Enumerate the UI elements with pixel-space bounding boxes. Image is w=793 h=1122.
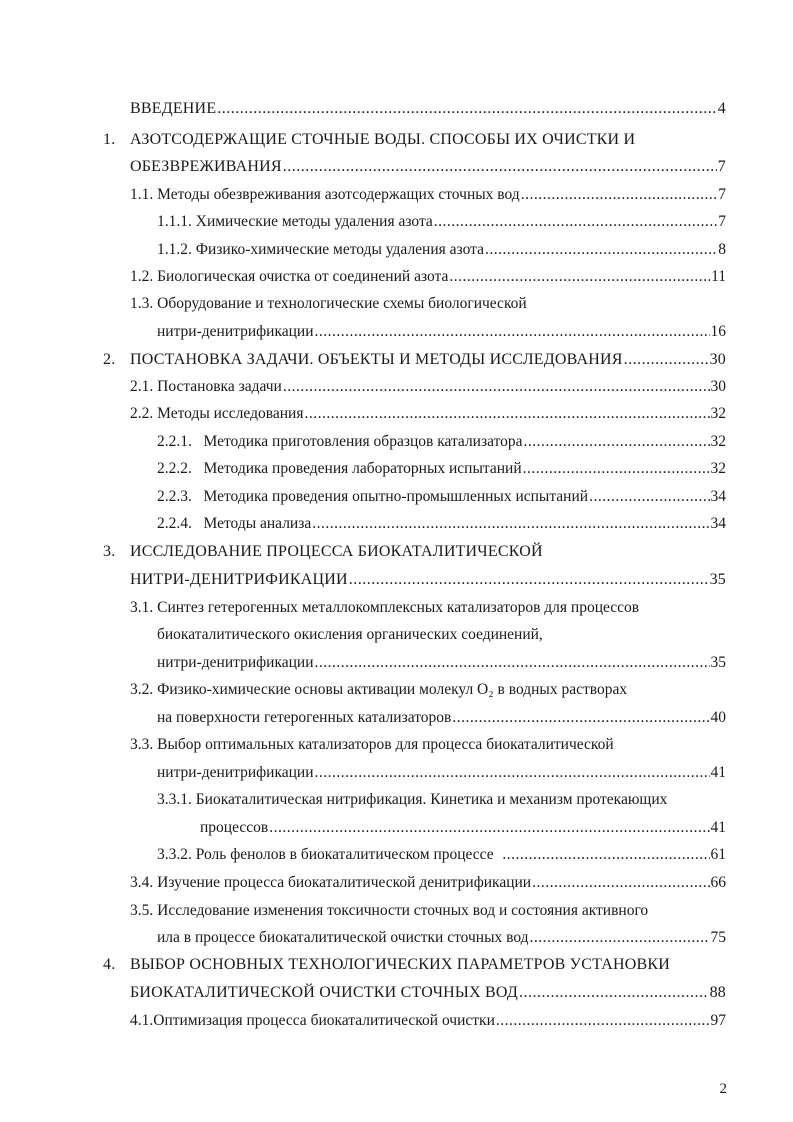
- toc-entry-page: 16: [710, 323, 726, 340]
- toc-entry-page: 7: [718, 186, 726, 203]
- toc-entry-3-5-line2[interactable]: [157, 928, 726, 948]
- toc-entry-title: нитри-денитрификации: [157, 654, 314, 671]
- dot-leader: [283, 157, 717, 177]
- dot-leader: [521, 185, 718, 205]
- dot-leader: [452, 708, 709, 728]
- toc-entry-title: 3.1. Синтез гетерогенных металлокомплексных катализаторов для процессов: [130, 599, 640, 616]
- toc-entry-2-2[interactable]: [130, 404, 726, 424]
- toc-entry-3-4[interactable]: [130, 873, 726, 893]
- toc-entry-title: 2.2.2. Методика проведения лабораторных испытаний: [157, 460, 522, 477]
- dot-leader: [315, 653, 710, 673]
- dot-leader: [624, 350, 709, 370]
- toc-entry-1-1-1[interactable]: [157, 212, 726, 232]
- toc-entry-page: 40: [710, 709, 726, 726]
- toc-entry-title: 2.1. Постановка задачи: [130, 378, 282, 395]
- dot-leader: [434, 212, 717, 232]
- dot-leader: [519, 983, 709, 1003]
- chapter-number: 1.: [103, 131, 116, 148]
- toc-entry-2-1[interactable]: [130, 377, 726, 397]
- dot-leader: [523, 459, 710, 479]
- toc-entry-title: 1.1. Методы обезвреживания азотсодержащих сточных вод: [130, 186, 520, 203]
- toc-entry-page: 11: [711, 268, 726, 285]
- toc-entry-title: ВЫБОР ОСНОВНЫХ ТЕХНОЛОГИЧЕСКИХ ПАРАМЕТРОВ УСТАНОВКИ: [130, 956, 671, 973]
- toc-entry-intro[interactable]: [130, 99, 726, 119]
- toc-entry-title: 4.1.Оптимизация процесса биокаталитической очистки: [130, 1012, 495, 1029]
- toc-entry-title: 3.3.1. Биокаталитическая нитрификация. Кинетика и механизм протекающих: [157, 791, 668, 808]
- toc-entry-2-2-3[interactable]: [157, 487, 726, 507]
- toc-entry-page: 35: [709, 571, 726, 588]
- toc-entry-title: 3.5. Исследование изменения токсичности сточных вод и состояния активного: [130, 902, 649, 919]
- toc-chapter-4-line1[interactable]: [103, 955, 726, 975]
- dot-leader: [449, 267, 710, 287]
- dot-leader: [349, 570, 709, 590]
- toc-entry-title: ИССЛЕДОВАНИЕ ПРОЦЕССА БИОКАТАЛИТИЧЕСКОЙ: [130, 543, 543, 560]
- toc-entry-page: 41: [710, 819, 726, 836]
- toc-entry-2-2-4[interactable]: [157, 514, 726, 534]
- toc-entry-page: 66: [710, 874, 726, 891]
- toc-entry-page: 41: [710, 764, 726, 781]
- toc-chapter-1-line2[interactable]: [130, 157, 726, 177]
- toc-entry-title: биокаталитического окисления органических соединений,: [157, 626, 543, 643]
- toc-entry-1-2[interactable]: [130, 267, 726, 287]
- toc-entry-title: 3.2. Физико-химические основы активации молекул O₂ в водных растворах: [130, 681, 628, 698]
- toc-entry-page: 30: [710, 378, 726, 395]
- toc-entry-3-3-line1[interactable]: [130, 735, 726, 755]
- toc-entry-title: БИОКАТАЛИТИЧЕСКОЙ ОЧИСТКИ СТОЧНЫХ ВОД: [130, 984, 518, 1001]
- toc-entry-title: ПОСТАНОВКА ЗАДАЧИ. ОБЪЕКТЫ И МЕТОДЫ ИССЛЕДОВАНИЯ: [130, 351, 623, 368]
- toc-entry-3-3-1-line2[interactable]: [200, 818, 726, 838]
- dot-leader: [530, 928, 710, 948]
- toc-entry-3-2-line2[interactable]: [157, 708, 726, 728]
- toc-entry-page: 8: [718, 241, 726, 258]
- toc-entry-page: 97: [710, 1012, 726, 1029]
- toc-entry-title: 1.1.1. Химические методы удаления азота: [157, 213, 433, 230]
- toc-entry-title: 2.2.3. Методика проведения опытно-промышленных испытаний: [157, 488, 589, 505]
- toc-entry-title: АЗОТСОДЕРЖАЩИЕ СТОЧНЫЕ ВОДЫ. СПОСОБЫ ИХ ОЧИСТКИ И: [130, 131, 636, 148]
- toc-entry-3-3-1-line1[interactable]: [157, 790, 726, 810]
- toc-entry-title: ОБЕЗВРЕЖИВАНИЯ: [130, 158, 282, 175]
- toc-entry-3-3-2[interactable]: [157, 845, 726, 865]
- toc-entry-1-3-line2[interactable]: [157, 322, 726, 342]
- toc-entry-3-2-line1[interactable]: [130, 680, 726, 700]
- dot-leader: [485, 240, 717, 260]
- toc-entry-title: 3.3. Выбор оптимальных катализаторов для процесса биокаталитической: [130, 736, 614, 753]
- toc-entry-page: 32: [710, 405, 726, 422]
- toc-entry-4-1[interactable]: [130, 1011, 726, 1031]
- toc-entry-title: 1.1.2. Физико-химические методы удаления азота: [157, 241, 484, 258]
- dot-leader: [315, 322, 710, 342]
- toc-entry-2-2-2[interactable]: [157, 459, 726, 479]
- toc-chapter-3-line1[interactable]: [103, 542, 726, 562]
- toc-entry-page: 7: [717, 158, 726, 175]
- chapter-number: 2.: [103, 351, 116, 368]
- dot-leader: [589, 487, 709, 507]
- toc-entry-1-1-2[interactable]: [157, 240, 726, 260]
- dot-leader: [217, 99, 717, 119]
- dot-leader: [532, 873, 709, 893]
- toc-entry-2-2-1[interactable]: [157, 432, 726, 452]
- toc-chapter-4-line2[interactable]: [130, 983, 726, 1003]
- chapter-number: 3.: [103, 543, 116, 560]
- toc-entry-title: 2.2. Методы исследования: [130, 405, 304, 422]
- dot-leader: [502, 845, 709, 865]
- toc-entry-title: НИТРИ-ДЕНИТРИФИКАЦИИ: [130, 571, 348, 588]
- dot-leader: [315, 763, 710, 783]
- toc-entry-3-3-line2[interactable]: [157, 763, 726, 783]
- toc-entry-page: 61: [710, 846, 726, 863]
- toc-entry-page: 30: [709, 351, 726, 368]
- page-number: 2: [719, 1081, 727, 1097]
- toc-entry-title: на поверхности гетерогенных катализаторов: [157, 709, 452, 726]
- toc-entry-3-1-line3[interactable]: [157, 653, 726, 673]
- toc-entry-page: 32: [710, 433, 726, 450]
- toc-entry-3-1-line1[interactable]: [130, 598, 726, 618]
- dot-leader: [524, 432, 710, 452]
- toc-entry-page: 88: [709, 984, 726, 1001]
- dot-leader: [304, 404, 709, 424]
- toc-entry-page: 34: [710, 515, 726, 532]
- toc-entry-page: 7: [718, 213, 726, 230]
- toc-chapter-2[interactable]: [103, 350, 726, 370]
- toc-entry-title: ВВЕДЕНИЕ: [130, 100, 217, 117]
- toc-entry-title: 1.2. Биологическая очистка от соединений азота: [130, 268, 449, 285]
- toc-entry-page: 4: [717, 100, 726, 117]
- dot-leader: [312, 514, 709, 534]
- toc-entry-page: 35: [710, 654, 726, 671]
- toc-entry-page: 75: [710, 929, 726, 946]
- toc-entry-3-1-line2[interactable]: [157, 625, 726, 645]
- toc-entry-1-3-line1[interactable]: [130, 294, 726, 314]
- toc-entry-title: 3.4. Изучение процесса биокаталитической денитрификации: [130, 874, 532, 891]
- toc-chapter-3-line2[interactable]: [130, 570, 726, 590]
- toc-entry-title: 3.3.2. Роль фенолов в биокаталитическом процессе: [157, 846, 502, 863]
- toc-entry-page: 32: [710, 460, 726, 477]
- toc-entry-title: 2.2.1. Методика приготовления образцов катализатора: [157, 433, 523, 450]
- dot-leader: [269, 818, 709, 838]
- toc-entry-title: 1.3. Оборудование и технологические схемы биологической: [130, 295, 527, 312]
- toc-entry-title: ила в процессе биокаталитической очистки сточных вод: [157, 929, 529, 946]
- toc-entry-3-5-line1[interactable]: [130, 901, 726, 921]
- toc-entry-1-1[interactable]: [130, 185, 726, 205]
- toc-entry-title: нитри-денитрификации: [157, 323, 314, 340]
- toc-entry-title: нитри-денитрификации: [157, 764, 314, 781]
- toc-entry-page: 34: [710, 488, 726, 505]
- dot-leader: [496, 1011, 710, 1031]
- toc-entry-title: 2.2.4. Методы анализа: [157, 515, 312, 532]
- chapter-number: 4.: [103, 956, 116, 973]
- toc-chapter-1-line1[interactable]: [103, 130, 726, 150]
- toc-entry-title: процессов: [200, 819, 269, 836]
- dot-leader: [283, 377, 710, 397]
